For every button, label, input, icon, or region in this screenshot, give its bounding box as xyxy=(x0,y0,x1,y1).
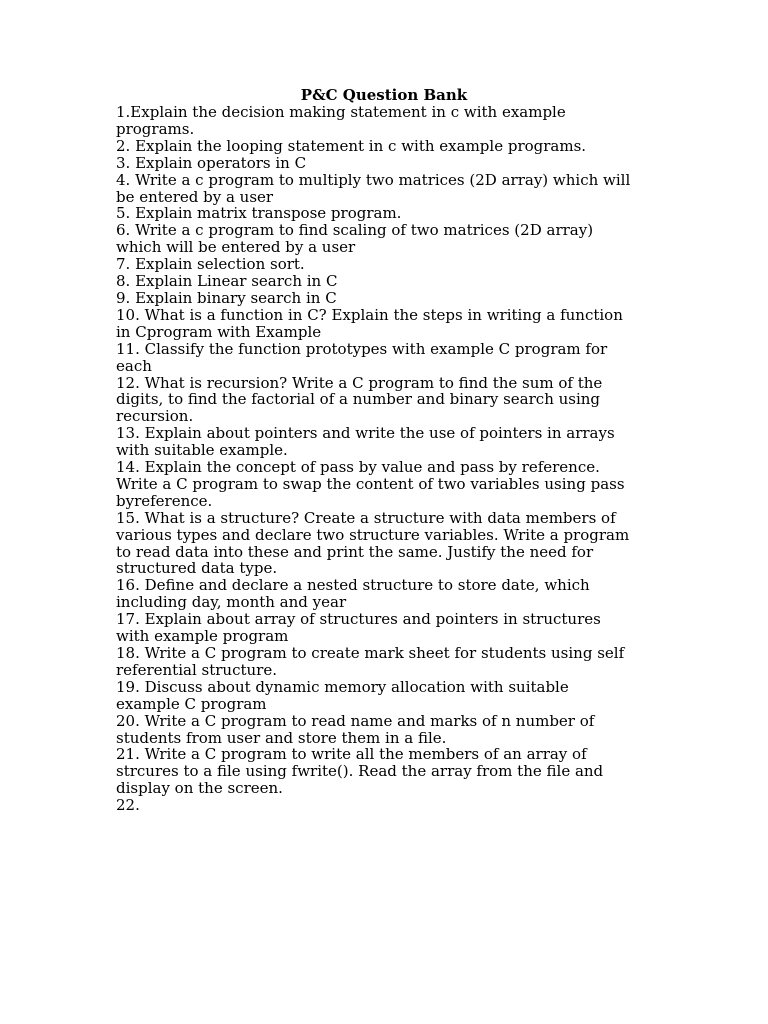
question-item: 17. Explain about array of structures and pointers in structures with example program xyxy=(116,610,601,646)
question-item: 7. Explain selection sort. xyxy=(116,255,305,274)
question-item: 9. Explain binary search in C xyxy=(116,288,337,307)
question-item: 3. Explain operators in C xyxy=(116,153,307,172)
question-item: 4. Write a c program to multiply two matrices (2D array) which will be entered by a user xyxy=(116,170,631,206)
question-item: 19. Discuss about dynamic memory allocation with suitable example C program xyxy=(116,677,569,713)
question-item: 14. Explain the concept of pass by value and pass by reference. Write a C program to swap the content of two variables using pass byreference. xyxy=(116,458,625,510)
question-item: 13. Explain about pointers and write the use of pointers in arrays with suitable example. xyxy=(116,424,615,460)
question-item: 20. Write a C program to read name and marks of n number of students from user and store them in a file. xyxy=(116,711,595,747)
question-item: 15. What is a structure? Create a structure with data members of various types and declare two structure variables. Write a program to read data into these and print the same. Justify the need for structured data type. xyxy=(116,508,630,578)
question-item: 1.Explain the decision making statement in c with example programs. xyxy=(116,103,566,138)
question-item: 6. Write a c program to find scaling of two matrices (2D array) which will be entered by a user xyxy=(116,221,594,257)
question-item: 18. Write a C program to create mark sheet for students using self referential structure. xyxy=(116,644,625,679)
question-item: 16. Define and declare a nested structure to store date, which including day, month and year xyxy=(116,576,590,612)
question-item: 21. Write a C program to write all the members of an array of strcures to a file using fwrite(). Read the array from the file and display on the screen. xyxy=(116,745,604,798)
question-item: 2. Explain the looping statement in c with example programs. xyxy=(116,136,587,155)
question-item: 11. Classify the function prototypes with example C program for each xyxy=(116,339,608,375)
question-item: 8. Explain Linear search in C xyxy=(116,272,338,291)
question-item: 12. What is recursion? Write a C program to find the sum of the digits, to find the factorial of a number and binary search using recursion. xyxy=(116,373,603,426)
question-item: 5. Explain matrix transpose program. xyxy=(116,204,402,223)
question-item: 22. xyxy=(116,796,140,815)
question-item: 10. What is a function in C? Explain the steps in writing a function in Cprogram with Example xyxy=(116,305,623,341)
page-title: P&C Question Bank xyxy=(300,86,468,104)
question-list xyxy=(116,104,656,814)
